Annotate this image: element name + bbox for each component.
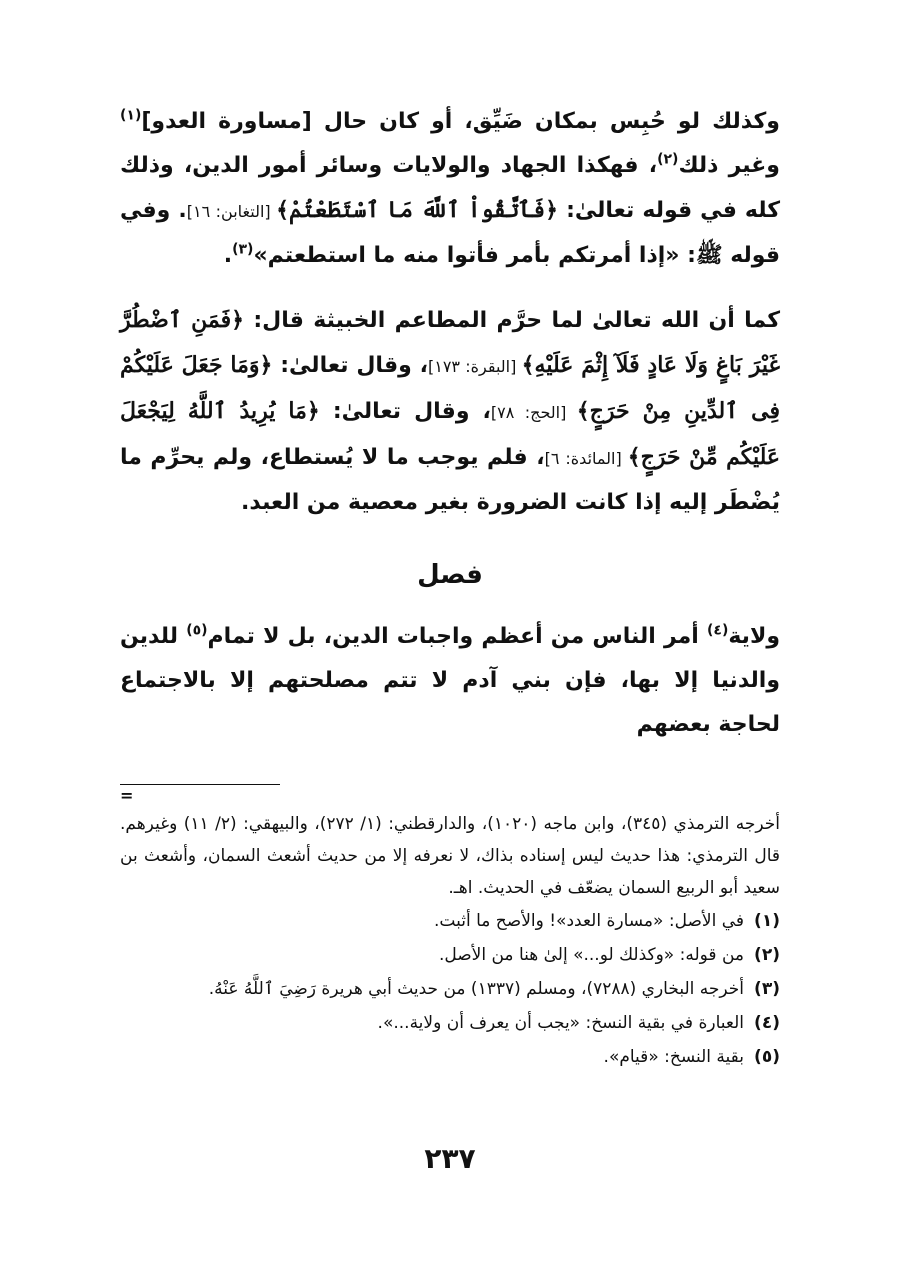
footnote-text: أخرجه البخاري (٧٢٨٨)، ومسلم (١٣٣٧) من حديث أبي هريرة رَضِيَ ٱللَّهُ عَنْهُ. [208,979,744,999]
page-number: ٢٣٧ [424,1142,476,1175]
footnote-text: العبارة في بقية النسخ: «يجب أن يعرف أن ولاية...». [377,1013,744,1033]
verse-reference: [المائدة: ٦] [544,449,628,468]
quran-verse: ﴿مَا يُرِيدُ ٱللَّهُ لِيَجْعَلَ عَلَيْكُم مِّنْ حَرَجٍ﴾ [120,398,781,470]
footnote-ref-1[interactable]: (١) [120,107,142,124]
footnote-number: (١) [754,911,780,931]
verse-reference: [البقرة: ١٧٣] [427,357,522,376]
footnote-ref-4[interactable]: (٤) [706,622,729,639]
footnote-text: بقية النسخ: «قيام». [603,1047,744,1067]
text-segment: وكذلك لو حُبِس بمكان ضَيِّق، أو كان حال [مساورة العدو] [141,109,780,134]
text-segment: . [223,243,233,268]
quran-verse: ﴿فَٱتَّقُواْ ٱللَّهَ مَا ٱسْتَطَعْتُمْ﴾ [276,197,559,223]
paragraph-1 [120,100,780,278]
footnote-number: (٢) [754,945,780,965]
footnote-separator [120,784,280,785]
text-segment: . وفي قوله ﷺ: [120,198,780,268]
footnote-number: (٤) [754,1013,780,1033]
text-segment: ، فهكذا الجهاد والولايات وسائر أمور الدين، وذلك كله في قوله تعالىٰ: [120,153,780,223]
text-segment: أمر الناس من أعظم واجبات الدين، بل لا تمام [207,624,707,649]
footnotes-section [120,808,780,1074]
verse-reference: [الحج: ٧٨] [490,403,577,422]
main-text [120,100,780,747]
hadith-quote: «إذا أمرتكم بأمر فأتوا منه ما استطعتم» [253,243,680,268]
footnote-ref-5[interactable]: (٥) [186,622,208,639]
footnote-1 [120,904,780,938]
section-heading: فصل [417,560,483,590]
footnote-5 [120,1040,780,1074]
text-segment: ، فلم يوجب ما لا يُستطاع، ولم يحرِّم ما يُضْطَر إليه إذا كانت الضرورة بغير معصية من العبد. [120,445,780,515]
quran-verse: ﴿فَمَنِ ٱضْطُرَّ غَيْرَ بَاغٍ وَلَا عَادٍ فَلَآ إِثْمَ عَلَيْهِ﴾ [120,307,780,378]
paragraph-3 [120,615,780,747]
verse-reference: [التغابن: ١٦] [186,202,277,221]
text-segment: ، وقال تعالىٰ: [319,399,491,424]
footnote-ref-3[interactable]: (٣) [232,241,254,258]
footnote-ref-2[interactable]: (٢) [657,151,679,168]
footnote-3 [120,972,780,1006]
footnote-number: (٣) [754,979,780,999]
continuation-mark: = [120,786,134,805]
footnote-4 [120,1006,780,1040]
footnote-text: من قوله: «وكذلك لو...» إلىٰ هنا من الأصل. [438,945,744,965]
footnote-text: في الأصل: «مسارة العدد»! والأصح ما أثبت. [434,911,744,931]
footnote-continuation: أخرجه الترمذي (٣٤٥)، وابن ماجه (١٠٢٠)، والدارقطني: (١/ ٢٧٢)، والبيهقي: (٢/ ١١) وغيرهم. قال الترمذي: هذا حديث ليس إسناده بذاك، لا نعرفه إلا من حديث أشعث السمان، وأشعث بن سعيد أبو الربيع السمان يضعّف في الحديث. اهـ. [120,814,780,898]
text-segment: ولاية [728,624,781,649]
text-segment: وغير ذلك [678,153,780,178]
paragraph-2 [120,298,780,525]
text-segment: للدين والدنيا إلا بها، فإن بني آدم لا تتم مصلحتهم إلا بالاجتماع لحاجة بعضهم [120,624,780,737]
footnote-2 [120,938,780,972]
quran-verse: ﴿وَمَا جَعَلَ عَلَيْكُمْ فِى ٱلدِّينِ مِنْ حَرَجٍ﴾ [120,352,780,424]
footnote-number: (٥) [754,1047,780,1067]
text-segment: كما أن الله تعالىٰ لما حرَّم المطاعم الخبيثة قال: [244,308,780,333]
text-segment: ، وقال تعالىٰ: [272,353,428,378]
